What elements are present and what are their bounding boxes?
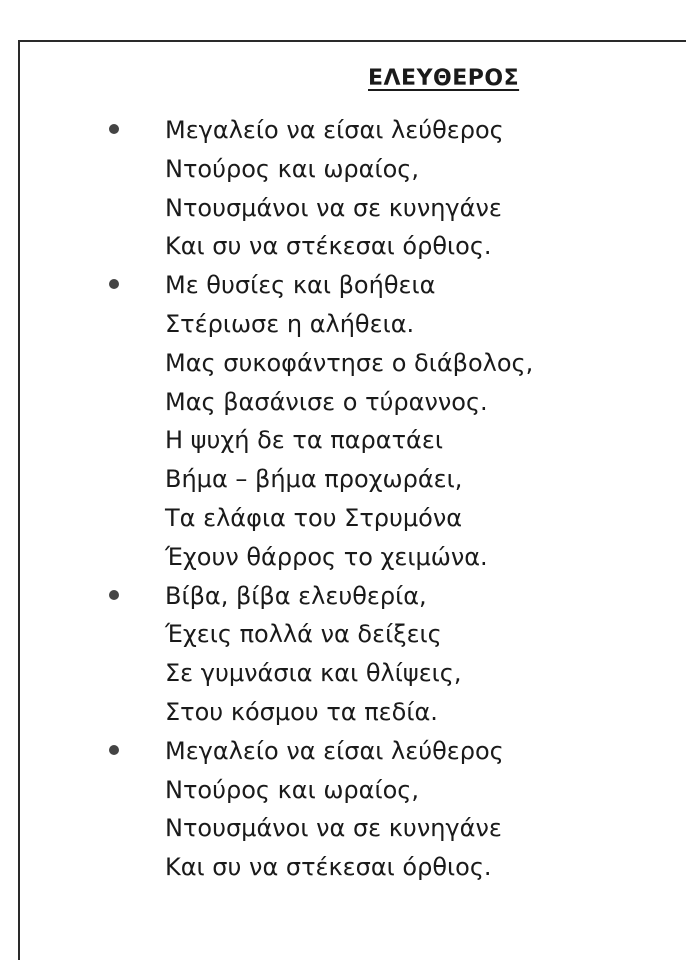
poem-line: Μεγαλείο να είσαι λεύθερος [165, 736, 504, 765]
poem-title: ΕΛΕΥΘΕΡΟΣ [368, 66, 520, 91]
poem-line: Ντούρος και ωραίος, [165, 154, 419, 183]
stanza-4 [0, 732, 686, 887]
bullet-icon [109, 124, 119, 134]
poem-line: Μας συκοφάντησε ο διάβολος, [165, 348, 534, 377]
stanza-3 [0, 577, 686, 732]
poem-line: Στέριωσε η αλήθεια. [165, 309, 415, 338]
poem-line: Και συ να στέκεσαι όρθιος. [165, 853, 492, 882]
poem-line: Μεγαλείο να είσαι λεύθερος [165, 116, 504, 144]
poem-line: Βήμα – βήμα προχωράει, [165, 465, 463, 494]
poem-line: Με θυσίες και βοήθεια [165, 271, 436, 300]
poem-line: Τα ελάφια του Στρυμόνα [165, 503, 463, 532]
stanza-2 [0, 266, 686, 576]
bullet-icon [109, 590, 119, 600]
poem-line: Σε γυμνάσια και θλίψεις, [165, 659, 462, 688]
poem-body [0, 111, 686, 887]
poem-line: Και συ να στέκεσαι όρθιος. [165, 232, 492, 261]
poem-line: Στου κόσμου τα πεδία. [165, 697, 438, 726]
stanza-1 [0, 111, 686, 266]
poem-line: Ντούρος και ωραίος, [165, 775, 419, 804]
bullet-icon [109, 745, 119, 755]
poem-line: Η ψυχή δε τα παρατάει [165, 426, 443, 455]
poem-line: Ντουσμάνοι να σε κυνηγάνε [165, 814, 502, 843]
poem-line: Έχεις πολλά να δείξεις [165, 620, 442, 649]
poem-line: Ντουσμάνοι να σε κυνηγάνε [165, 193, 502, 222]
poem-line: Έχουν θάρρος το χειμώνα. [165, 542, 488, 571]
poem-line: Μας βασάνισε ο τύραννος. [165, 387, 488, 416]
poem-line: Βίβα, βίβα ελευθερία, [165, 581, 427, 610]
